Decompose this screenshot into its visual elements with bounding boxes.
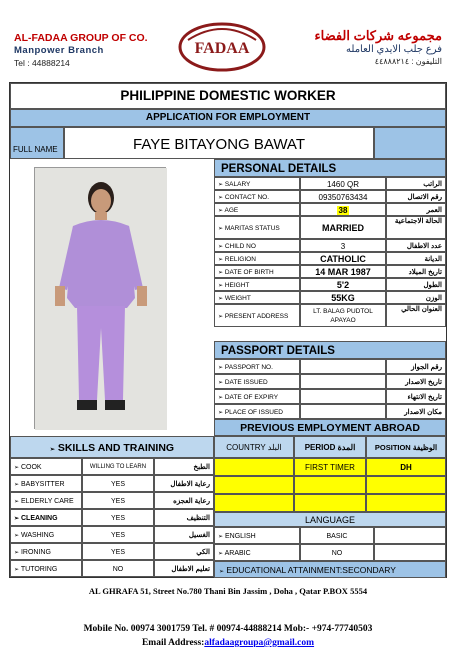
personal-label-ar: تاريخ الميلاد xyxy=(386,265,446,278)
personal-label xyxy=(214,265,300,278)
education-row xyxy=(214,561,446,578)
passport-label-text: DATE OF EXPIRY xyxy=(224,394,279,401)
language-value: NO xyxy=(300,544,374,561)
branch-name-ar: فرع جلب الايدي العامله xyxy=(346,44,442,55)
personal-label xyxy=(214,252,300,265)
language-label xyxy=(214,544,300,561)
skill-value: YES xyxy=(82,492,154,509)
previous-employment-heading: PREVIOUS EMPLOYMENT ABROAD xyxy=(214,419,446,436)
personal-value: 55KG xyxy=(300,291,386,304)
prev-position-2 xyxy=(366,476,446,494)
passport-value xyxy=(300,389,386,404)
arrow-icon: ➢ xyxy=(218,410,224,416)
arrow-icon: ➢ xyxy=(218,226,224,232)
personal-label-text: AGE xyxy=(224,207,239,214)
arrow-icon: ➢ xyxy=(218,551,224,557)
skill-label-text: BABYSITTER xyxy=(20,481,65,488)
personal-value: MARRIED xyxy=(300,216,386,239)
letterhead xyxy=(0,0,456,80)
prev-country-2 xyxy=(214,476,294,494)
passport-label-text: DATE ISSUED xyxy=(224,379,268,386)
arrow-icon: ➢ xyxy=(219,569,225,575)
company-name-ar: مجموعه شركات الفضاء xyxy=(314,28,442,43)
company-logo-icon xyxy=(178,22,266,72)
personal-value: LT. BALAG PUDTOL APAYAO xyxy=(300,304,386,327)
passport-label xyxy=(214,359,300,374)
passport-label-text: PLACE OF ISSUED xyxy=(224,409,283,416)
passport-label-ar: تاريخ الانتهاء xyxy=(386,389,446,404)
arrow-icon: ➢ xyxy=(49,447,55,453)
full-name-spacer xyxy=(374,127,446,159)
logo-text: FADAA xyxy=(194,40,250,57)
arrow-icon: ➢ xyxy=(14,465,20,471)
footer-contact: Mobile No. 00974 3001759 Tel. # 00974-44888214 Mob:- +974-77740503 xyxy=(83,624,373,634)
language-extra xyxy=(374,527,446,544)
personal-label-text: RELIGION xyxy=(224,256,256,263)
full-name-value: FAYE BITAYONG BAWAT xyxy=(64,127,374,159)
col-position: POSITION الوظيفة xyxy=(366,436,446,458)
skill-label xyxy=(10,543,82,560)
personal-value xyxy=(300,203,386,216)
personal-details-heading: PERSONAL DETAILS xyxy=(214,159,446,177)
personal-label-ar: الحالة الاجتماعية xyxy=(386,216,446,239)
arrow-icon: ➢ xyxy=(218,395,224,401)
prev-period-1: FIRST TIMER xyxy=(294,458,366,476)
skill-label xyxy=(10,475,82,492)
personal-label-ar: الراتب xyxy=(386,177,446,190)
skill-label-text: COOK xyxy=(20,464,42,471)
prev-position-3 xyxy=(366,494,446,512)
personal-value: CATHOLIC xyxy=(300,252,386,265)
skill-value: NO xyxy=(82,560,154,577)
application-form xyxy=(9,82,447,578)
arrow-icon: ➢ xyxy=(218,208,224,214)
skill-label xyxy=(10,526,82,543)
arrow-icon: ➢ xyxy=(14,533,20,539)
personal-value: 09350763434 xyxy=(300,190,386,203)
skill-label xyxy=(10,509,82,526)
footer-email-line xyxy=(0,638,456,648)
email-link[interactable]: alfadaagroupa@gmail.com xyxy=(204,638,315,648)
personal-label-ar: الديانة xyxy=(386,252,446,265)
skill-label-ar: الطبخ xyxy=(154,458,214,475)
skill-label xyxy=(10,458,82,475)
language-heading: LANGUAGE xyxy=(214,512,446,527)
personal-label-text: HEIGHT xyxy=(224,282,250,289)
personal-label-text: WEIGHT xyxy=(224,295,251,302)
personal-label-ar: العمر xyxy=(386,203,446,216)
skill-value: YES xyxy=(82,509,154,526)
personal-value: 1460 QR xyxy=(300,177,386,190)
arrow-icon: ➢ xyxy=(218,380,224,386)
passport-label-ar: تاريخ الاصدار xyxy=(386,374,446,389)
skill-label xyxy=(10,492,82,509)
skill-label-text: IRONING xyxy=(20,549,51,556)
skill-value: YES xyxy=(82,526,154,543)
personal-value: 5'2 xyxy=(300,278,386,291)
skill-label-ar: الغسيل xyxy=(154,526,214,543)
passport-label-text: PASSPORT NO. xyxy=(224,364,273,371)
personal-label xyxy=(214,239,300,252)
personal-label-text: CHILD NO xyxy=(224,243,256,250)
language-extra xyxy=(374,544,446,561)
personal-label xyxy=(214,291,300,304)
arrow-icon: ➢ xyxy=(218,257,224,263)
personal-label xyxy=(214,304,300,327)
arrow-icon: ➢ xyxy=(218,283,224,289)
personal-value: 14 MAR 1987 xyxy=(300,265,386,278)
personal-label-ar: رقم الاتصال xyxy=(386,190,446,203)
arrow-icon: ➢ xyxy=(14,482,20,488)
skill-label-ar: رعاية الاطفال xyxy=(154,475,214,492)
language-label xyxy=(214,527,300,544)
language-label-text: ENGLISH xyxy=(224,533,256,540)
passport-label xyxy=(214,374,300,389)
prev-country-1 xyxy=(214,458,294,476)
passport-label-ar: مكان الاصدار xyxy=(386,404,446,419)
arrow-icon: ➢ xyxy=(218,182,224,188)
personal-label-text: DATE OF BIRTH xyxy=(224,269,274,276)
email-label: Email Address: xyxy=(141,638,205,648)
passport-details-heading: PASSPORT DETAILS xyxy=(214,341,446,359)
skill-label-text: TUTORING xyxy=(20,566,58,573)
col-country: COUNTRY البلد xyxy=(214,436,294,458)
skill-value: YES xyxy=(82,475,154,492)
arrow-icon: ➢ xyxy=(218,244,224,250)
form-subtitle: APPLICATION FOR EMPLOYMENT xyxy=(10,109,446,127)
branch-name-en: Manpower Branch xyxy=(14,45,104,56)
personal-label xyxy=(214,190,300,203)
full-name-label: FULL NAME xyxy=(10,127,64,159)
skill-value: WILLING TO LEARN xyxy=(82,458,154,475)
telephone-ar: التليفون : ٤٤٨٨٨٢١٤ xyxy=(374,57,442,66)
personal-label-ar: عدد الاطفال xyxy=(386,239,446,252)
passport-label-ar: رقم الجواز xyxy=(386,359,446,374)
prev-period-3 xyxy=(294,494,366,512)
passport-label xyxy=(214,389,300,404)
personal-label-text: SALARY xyxy=(224,181,251,188)
skill-label-ar: الكي xyxy=(154,543,214,560)
prev-country-3 xyxy=(214,494,294,512)
personal-label-text: CONTACT NO. xyxy=(224,194,270,201)
education-value: EDUCATIONAL ATTAINMENT:SECONDARY xyxy=(226,565,396,575)
skill-label-text: WASHING xyxy=(20,532,55,539)
personal-label-text: PRESENT ADDRESS xyxy=(224,313,289,320)
arrow-icon: ➢ xyxy=(218,314,224,320)
arrow-icon: ➢ xyxy=(14,499,20,505)
passport-label xyxy=(214,404,300,419)
passport-value xyxy=(300,374,386,389)
personal-label-ar: العنوان الحالي xyxy=(386,304,446,327)
language-label-text: ARABIC xyxy=(224,550,251,557)
arrow-icon: ➢ xyxy=(218,270,224,276)
arrow-icon: ➢ xyxy=(218,534,224,540)
personal-label-ar: الوزن xyxy=(386,291,446,304)
skill-label-ar: التنظيف xyxy=(154,509,214,526)
skill-label-text: ELDERLY CARE xyxy=(20,498,74,505)
col-period: PERIOD المدة xyxy=(294,436,366,458)
personal-label-text: MARITAS STATUS xyxy=(224,225,280,232)
personal-value: 3 xyxy=(300,239,386,252)
arrow-icon: ➢ xyxy=(218,296,224,302)
arrow-icon: ➢ xyxy=(218,365,224,371)
skill-label-ar: رعاية العجزه xyxy=(154,492,214,509)
personal-label xyxy=(214,278,300,291)
form-title: PHILIPPINE DOMESTIC WORKER xyxy=(10,83,446,109)
company-name-en: AL-FADAA GROUP OF CO. xyxy=(14,32,148,44)
personal-label xyxy=(214,203,300,216)
arrow-icon: ➢ xyxy=(14,516,20,522)
arrow-icon: ➢ xyxy=(218,195,224,201)
skill-label-text: CLEANING xyxy=(20,515,58,522)
skill-label xyxy=(10,560,82,577)
skills-heading xyxy=(10,436,214,458)
personal-label xyxy=(214,216,300,239)
telephone-en: Tel : 44888214 xyxy=(14,58,70,68)
arrow-icon: ➢ xyxy=(14,567,20,573)
passport-value xyxy=(300,359,386,374)
passport-value xyxy=(300,404,386,419)
prev-period-2 xyxy=(294,476,366,494)
skill-value: YES xyxy=(82,543,154,560)
applicant-photo xyxy=(34,167,166,429)
arrow-icon: ➢ xyxy=(14,550,20,556)
prev-position-1: DH xyxy=(366,458,446,476)
person-photo-icon xyxy=(35,168,167,430)
personal-label xyxy=(214,177,300,190)
footer-address: AL GHRAFA 51, Street No.780 Thani Bin Jassim , Doha , Qatar P.BOX 5554 xyxy=(88,586,368,596)
skill-label-ar: تعليم الاطفال xyxy=(154,560,214,577)
skills-heading-text: SKILLS AND TRAINING xyxy=(57,442,175,454)
language-value: BASIC xyxy=(300,527,374,544)
age-highlight: 38 xyxy=(338,206,348,215)
personal-label-ar: الطول xyxy=(386,278,446,291)
